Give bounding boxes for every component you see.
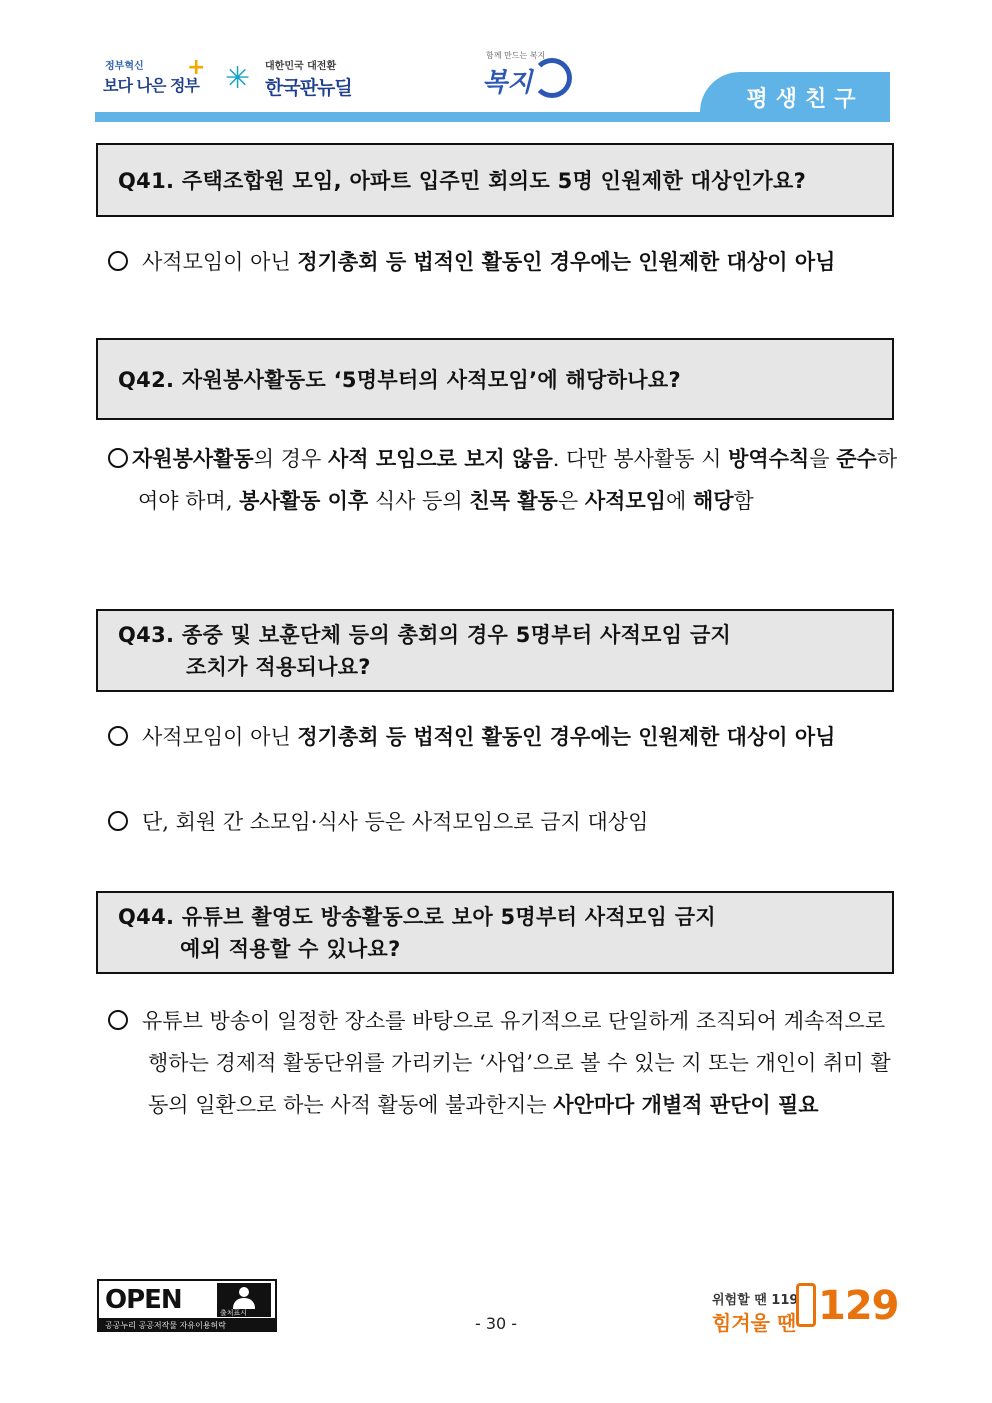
question-text-q43-line1: Q43. 종중 및 보훈단체 등의 총회의 경우 5명부터 사적모임 금지 xyxy=(118,623,732,647)
bullet-circle-icon xyxy=(108,811,128,831)
answer-q41-1: 사적모임이 아닌 정기총회 등 법적인 활동인 경우에는 인원제한 대상이 아님 xyxy=(108,241,898,283)
gov-logo-small-text: 정부혁신 xyxy=(105,61,144,72)
open-logo-bar-text: 공공누리 공공저작물 자유이용허락 xyxy=(105,1321,227,1330)
bullet-circle-icon xyxy=(108,726,128,746)
bullet-circle-icon xyxy=(108,1010,128,1030)
sparkle-icon: ✳ xyxy=(225,61,251,96)
person-icon xyxy=(239,1287,249,1297)
answer-q44-1: 유튜브 방송이 일정한 장소를 바탕으로 유기적으로 단일하게 조직되어 계속적으로 행하는 경제적 활동단위를 가리키는 ‘사업’으로 볼 수 있는 지 또는 개인이 취미 활동의 일환으로 하는 사적 활동에 불과한지는 사안마다 개별적 판단이 필요 xyxy=(108,1000,898,1126)
bokji-logo xyxy=(480,48,580,108)
answer-q43-1: 사적모임이 아닌 정기총회 등 법적인 활동인 경우에는 인원제한 대상이 아님 xyxy=(108,716,898,758)
question-box-q42 xyxy=(96,338,894,420)
newdeal-logo-small-text: 대한민국 대전환 xyxy=(265,61,337,72)
question-text-q43-line2: 조치가 적용되나요? xyxy=(186,655,371,679)
phone-icon xyxy=(796,1283,816,1327)
answer-q43-2: 단, 회원 간 소모임·식사 등은 사적모임으로 금지 대상임 xyxy=(108,801,898,843)
header-divider xyxy=(95,112,890,122)
newdeal-logo-big-text: 한국판뉴딜 xyxy=(265,77,352,99)
plus-icon: + xyxy=(187,55,206,80)
question-text-q41: Q41. 주택조합원 모임, 아파트 입주민 회의도 5명 인원제한 대상인가요? xyxy=(118,169,807,193)
bokji-logo-big-text: 복지 xyxy=(482,68,533,98)
bullet-circle-icon xyxy=(108,251,128,271)
question-text-q44-line1: Q44. 유튜브 촬영도 방송활동으로 보아 5명부터 사적모임 금지 xyxy=(118,905,716,929)
question-box-q41 xyxy=(96,143,894,217)
hotline-number: 129 xyxy=(818,1283,899,1329)
question-box-q44 xyxy=(96,891,894,974)
gov-innovation-logo xyxy=(103,55,206,105)
hotline-line2: 힘겨울 땐 xyxy=(712,1311,797,1335)
header-tab-label: 평생친구 xyxy=(746,87,864,112)
ring-icon xyxy=(532,58,572,98)
question-text-q44-line2: 예외 적용할 수 있나요? xyxy=(180,937,401,961)
question-box-q43 xyxy=(96,609,894,692)
question-text-q42: Q42. 자원봉사활동도 ‘5명부터의 사적모임’에 해당하나요? xyxy=(118,368,681,392)
answer-q42-1: 자원봉사활동의 경우 사적 모임으로 보지 않음. 다만 봉사활동 시 방역수칙을 준수하여야 하며, 봉사활동 이후 식사 등의 친목 활동은 사적모임에 해당함 xyxy=(108,438,898,522)
open-logo-word: OPEN xyxy=(105,1285,182,1315)
kogl-open-license-logo xyxy=(97,1279,277,1332)
korean-new-deal-logo xyxy=(225,55,375,105)
hotline-line1: 위험할 땐 119 xyxy=(712,1293,799,1308)
hotline-129-logo xyxy=(712,1275,902,1335)
attribution-label: 출처표시 xyxy=(220,1309,248,1317)
bokji-logo-small-text: 함께 만드는 복지 xyxy=(486,51,546,60)
bullet-circle-icon xyxy=(108,448,128,468)
page-header xyxy=(0,0,992,130)
page-number: - 30 - xyxy=(474,1314,518,1333)
gov-logo-big-text: 보다 나은 정부 xyxy=(103,76,199,95)
